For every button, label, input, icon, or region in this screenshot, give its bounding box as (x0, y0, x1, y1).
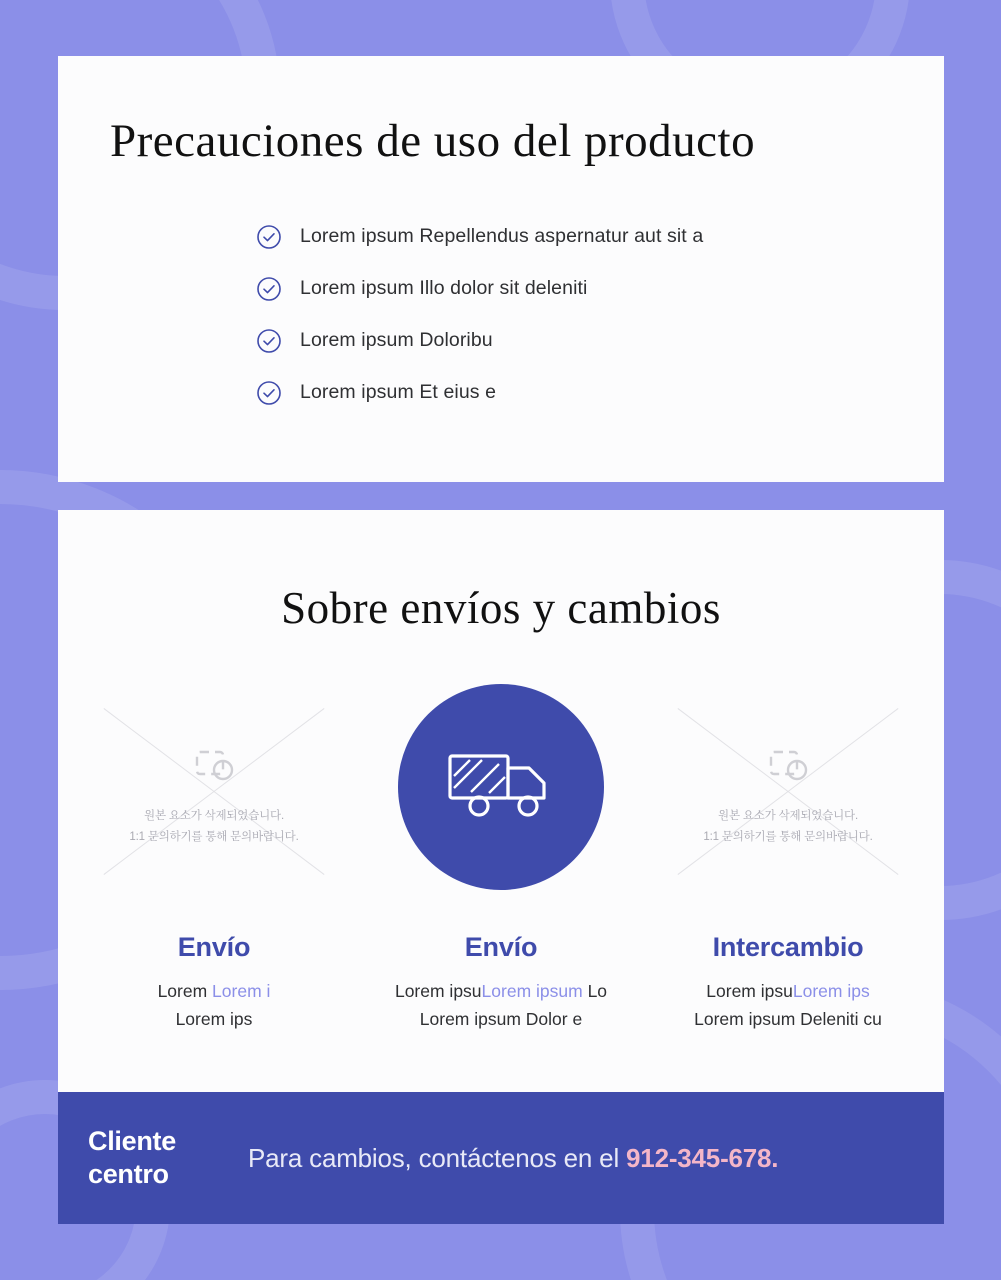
truck-icon-circle (398, 684, 604, 890)
list-item-label: Lorem ipsum Illo dolor sit deleniti (300, 277, 588, 300)
check-circle-icon (256, 328, 282, 354)
list-item (256, 272, 892, 306)
shipping-column-delivery-main (358, 684, 645, 1033)
shipping-columns (58, 684, 944, 1033)
precautions-card (58, 56, 944, 482)
shipping-card (58, 510, 944, 1092)
truck-icon (445, 746, 557, 829)
shipping-title: Sobre envíos y cambios (281, 583, 721, 633)
precautions-title: Precauciones de uso del producto (110, 115, 756, 167)
list-item (256, 324, 892, 358)
check-circle-icon (256, 380, 282, 406)
column-description: Lorem ipsuLorem ips Lorem ipsum Deleniti cu (694, 981, 882, 1029)
placeholder-caption: 원본 요소가 삭제되었습니다. 1:1 문의하기를 통해 문의바랍니다. (129, 810, 299, 844)
broken-image-icon (193, 746, 235, 789)
broken-image-placeholder (107, 684, 321, 898)
list-item (256, 376, 892, 410)
column-title: Intercambio (712, 932, 864, 962)
list-item-label: Lorem ipsum Repellendus aspernatur aut sit a (300, 225, 704, 248)
check-circle-icon (256, 276, 282, 302)
customer-center-label-line2: centro (88, 1159, 169, 1189)
customer-center-label-line1: Cliente (88, 1126, 176, 1157)
column-title: Envío (177, 932, 251, 962)
truck-media (394, 684, 608, 898)
check-circle-icon (256, 224, 282, 250)
column-description: Lorem ipsuLorem ipsum Lo Lorem ipsum Dolor e (394, 981, 608, 1029)
list-item (256, 220, 892, 254)
list-item-label: Lorem ipsum Et eius e (300, 381, 497, 404)
shipping-column-exchange (645, 684, 932, 1033)
broken-image-placeholder (681, 684, 895, 898)
precautions-list (110, 220, 892, 410)
column-description: Lorem Lorem i Lorem ips (157, 981, 271, 1029)
list-item-label: Lorem ipsum Doloribu (300, 329, 493, 352)
contact-text: Para cambios, contáctenos en el 912-345-678. (248, 1142, 779, 1173)
shipping-column-delivery-left (71, 684, 358, 1033)
customer-center-label (88, 1125, 238, 1191)
placeholder-caption: 원본 요소가 삭제되었습니다. 1:1 문의하기를 통해 문의바랍니다. (703, 810, 873, 844)
broken-image-icon (767, 746, 809, 789)
customer-center-footer (58, 1092, 944, 1224)
phone-number[interactable]: 912-345-678. (626, 1142, 779, 1173)
column-title: Envío (464, 932, 538, 962)
